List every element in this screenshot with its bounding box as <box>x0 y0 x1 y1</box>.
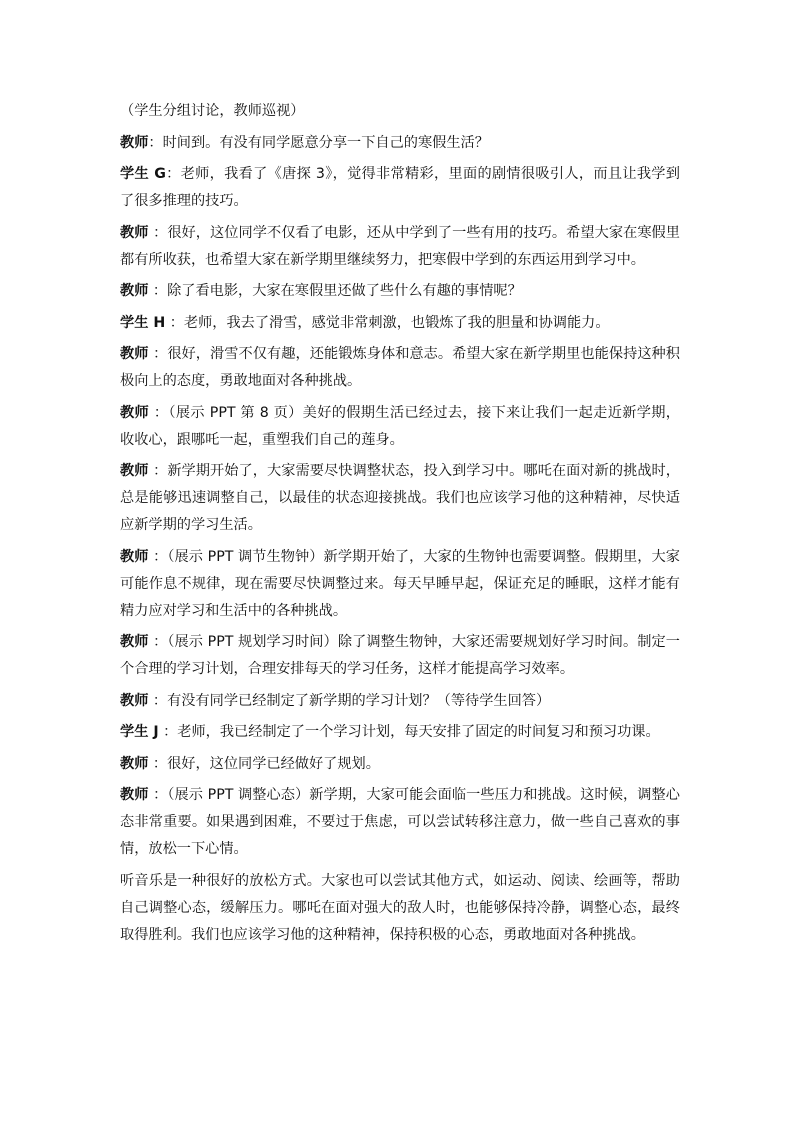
paragraph-text: 很好，这位同学不仅看了电影，还从中学到了一些有用的技巧。希望大家在寒假里都有所收获，也希望大家在新学期里继续努力，把寒假中学到的东西运用到学习中。 <box>120 224 680 268</box>
speaker-separator: ： <box>149 404 169 421</box>
paragraph-text: 老师，我去了滑雪，感觉非常刺激，也锻炼了我的胆量和协调能力。 <box>183 314 610 331</box>
paragraph-text: 时间到。有没有同学愿意分享一下自己的寒假生活？ <box>162 134 489 151</box>
paragraph-text: （展示 PPT 规划学习时间）除了调整生物钟，大家还需要规划好学习时间。制定一个合理的学习计划，合理安排每天的学习任务，这样才能提高学习效率。 <box>120 634 680 677</box>
paragraph-text: 老师，我看了《唐探 3》，觉得非常精彩，里面的剧情很吸引人，而且让我学到了很多推理的技巧。 <box>120 166 680 209</box>
paragraph-text: 有没有同学已经制定了新学期的学习计划？（等待学生回答） <box>167 692 551 709</box>
paragraph <box>120 868 680 949</box>
paragraph-text: 很好，这位同学已经做好了规划。 <box>167 755 380 772</box>
paragraph <box>120 341 680 395</box>
paragraph <box>120 751 680 778</box>
speaker-label: 教师 <box>120 463 149 479</box>
paragraph-text: （展示 PPT 第 8 页）美好的假期生活已经过去，接下来让我们一起走近新学期，收收心，跟哪吒一起，重塑我们自己的莲身。 <box>120 404 680 448</box>
speaker-label: 学生 G <box>120 166 166 182</box>
speaker-separator: ： <box>148 346 168 362</box>
speaker-label: 教师 <box>120 346 149 362</box>
paragraph-text: 新学期开始了，大家需要尽快调整状态，投入到学习中。哪吒在面对新的挑战时，总是能够迅速调整自己，以最佳的状态迎接挑战。我们也应该学习他的这种精神，尽快适应新学期的学习生活。 <box>120 463 680 533</box>
paragraph-text: （展示 PPT 调整心态）新学期，大家可能会面临一些压力和挑战。这时候，调整心态非常重要。如果遇到困难，不要过于焦虑，可以尝试转移注意力，做一些自己喜欢的事情，放松一下心情。 <box>120 787 680 857</box>
paragraph <box>120 688 680 715</box>
speaker-label: 教师 <box>120 404 150 421</box>
paragraph-text: （展示 PPT 调节生物钟）新学期开始了，大家的生物钟也需要调整。假期里，大家可能作息不规律，现在需要尽快调整过来。每天早睡早起，保证充足的睡眠，这样才能有精力应对学习和生活中的各种挑战。 <box>120 548 680 619</box>
speaker-separator: ： <box>148 548 168 565</box>
paragraph-text: （学生分组讨论，教师巡视） <box>120 103 305 119</box>
speaker-label: 教师 <box>120 692 149 709</box>
speaker-separator: ： <box>148 224 168 241</box>
speaker-separator: ： <box>148 692 168 709</box>
document-body <box>120 98 680 953</box>
paragraph-text: 很好，滑雪不仅有趣，还能锻炼身体和意志。希望大家在新学期里也能保持这种积极向上的态度，勇敢地面对各种挑战。 <box>120 346 680 389</box>
speaker-label: 学生 J <box>120 724 159 740</box>
speaker-label: 教师 <box>120 548 149 565</box>
paragraph <box>120 400 680 454</box>
speaker-label: 教师 <box>120 755 149 772</box>
speaker-separator: ： <box>148 634 168 650</box>
paragraph <box>120 544 680 625</box>
speaker-separator: ： <box>148 755 168 772</box>
paragraph <box>120 629 680 683</box>
speaker-label: 教师 <box>120 634 149 650</box>
paragraph <box>120 719 680 746</box>
speaker-label: 教师 <box>120 283 149 299</box>
paragraph <box>120 782 680 863</box>
speaker-label: 学生 H <box>120 314 166 331</box>
paragraph <box>120 310 680 337</box>
speaker-separator: ： <box>148 787 168 803</box>
speaker-separator: ： <box>165 166 181 182</box>
speaker-separator: ： <box>158 724 178 740</box>
speaker-label: 教师 <box>120 224 149 241</box>
paragraph-text: 除了看电影，大家在寒假里还做了些什么有趣的事情呢？ <box>167 283 522 299</box>
paragraph <box>120 220 680 274</box>
paragraph-text: 老师，我已经制定了一个学习计划，每天安排了固定的时间复习和预习功课。 <box>177 724 660 740</box>
paragraph <box>120 278 680 305</box>
paragraph <box>120 130 680 157</box>
speaker-separator: ： <box>148 463 168 479</box>
speaker-label: 教师 <box>120 134 149 151</box>
speaker-separator: ： <box>165 314 184 331</box>
speaker-separator: ： <box>148 134 163 151</box>
speaker-label: 教师 <box>120 787 149 803</box>
paragraph <box>120 161 680 215</box>
paragraph <box>120 98 680 125</box>
paragraph-text: 听音乐是一种很好的放松方式。大家也可以尝试其他方式，如运动、阅读、绘画等，帮助自己调整心态，缓解压力。哪吒在面对强大的敌人时，也能够保持冷静，调整心态，最终取得胜利。我们也应该学习他的这种精神，保持积极的心态，勇敢地面对各种挑战。 <box>120 872 680 943</box>
speaker-separator: ： <box>148 283 168 299</box>
paragraph <box>120 458 680 539</box>
